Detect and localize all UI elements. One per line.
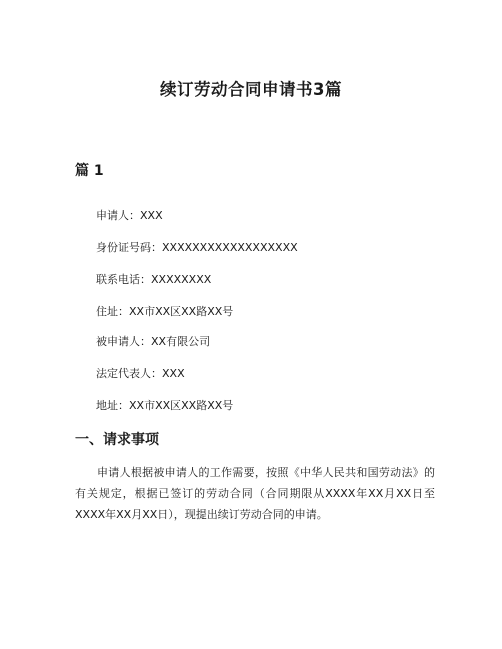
field-id-number: 身份证号码：XXXXXXXXXXXXXXXXXX: [96, 241, 298, 254]
section-heading-part-1: 篇 1: [75, 163, 104, 179]
field-address: 住址：XX市XX区XX路XX号: [96, 305, 234, 318]
field-legal-representative: 法定代表人：XXX: [96, 367, 185, 380]
field-phone: 联系电话：XXXXXXXX: [96, 273, 212, 286]
field-respondent: 被申请人：XX有限公司: [96, 335, 211, 348]
request-paragraph: 申请人根据被申请人的工作需要，按照《中华人民共和国劳动法》的有关规定，根据已签订的劳动合同（合同期限从XXXX年XX月XX日至XXXX年XX月XX日），现提出续订劳动合同的申请。: [75, 466, 435, 521]
section-heading-requests: 一、请求事项: [75, 432, 159, 448]
field-applicant: 申请人：XXX: [96, 209, 163, 222]
field-respondent-address: 地址：XX市XX区XX路XX号: [96, 399, 234, 412]
document-title: 续订劳动合同申请书3篇: [160, 80, 342, 99]
